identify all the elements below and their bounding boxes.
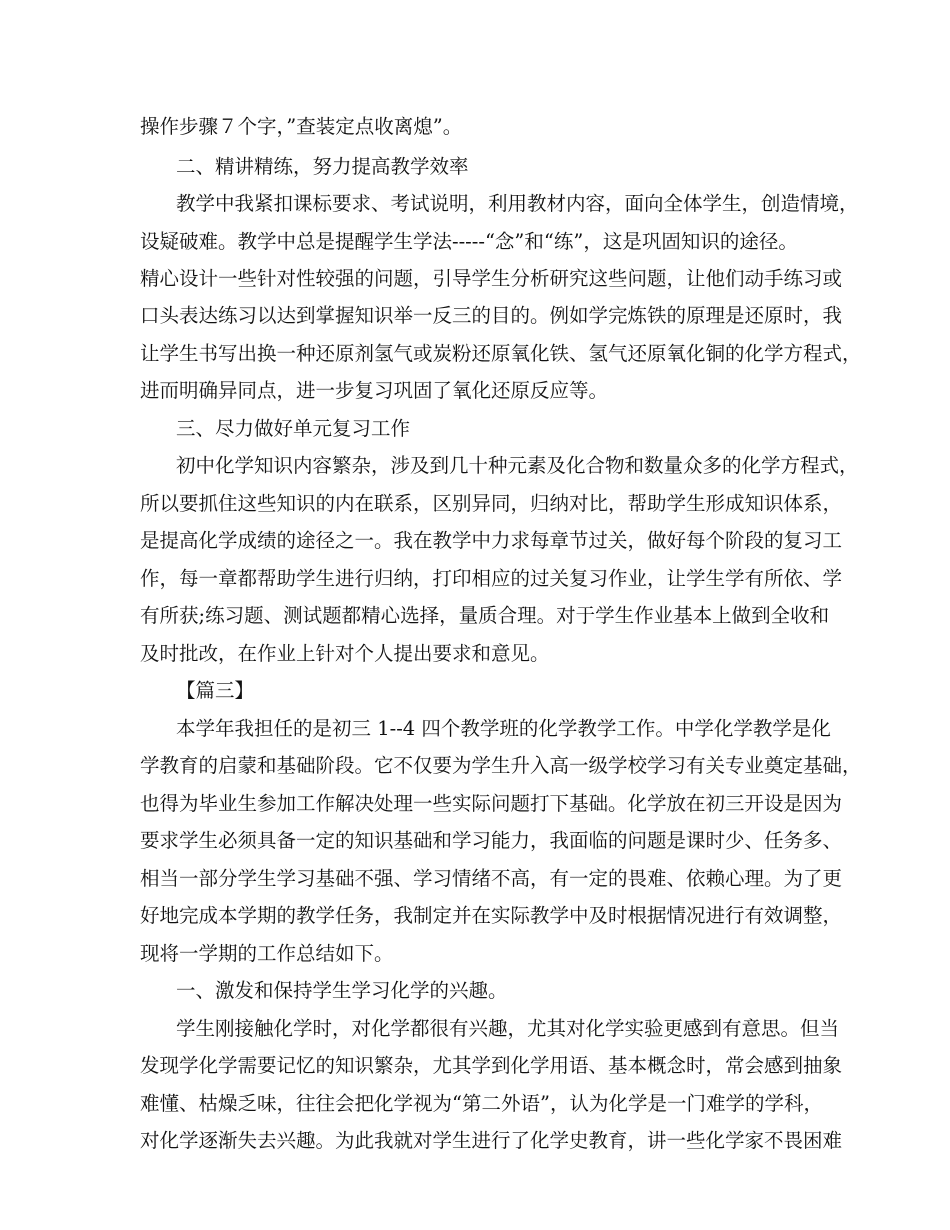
paragraph-line: 现将一学期的工作总结如下。	[140, 942, 394, 965]
paragraph-line: 也得为毕业生参加工作解决处理一些实际问题打下基础。化学放在初三开设是因为	[140, 792, 843, 815]
paragraph-line: 发现学化学需要记忆的知识繁杂，尤其学到化学用语、基本概念时，常会感到抽象	[140, 1054, 843, 1077]
paragraph-line: 学生刚接触化学时，对化学都很有兴趣，尤其对化学实验更感到有意思。但当	[176, 1017, 840, 1040]
text-line: 操作步骤７个字，”查装定点收离熄”。	[140, 115, 463, 138]
paragraph-line: 及时批改，在作业上针对个人提出要求和意见。	[140, 642, 550, 665]
paragraph-line: 好地完成本学期的教学任务，我制定并在实际教学中及时根据情况进行有效调整，	[140, 904, 843, 927]
paragraph-line: 口头表达练习以达到掌握知识举一反三的目的。例如学完炼铁的原理是还原时，我	[140, 304, 843, 327]
paragraph-line: 所以要抓住这些知识的内在联系，区别异同，归纳对比，帮助学生形成知识体系，	[140, 492, 843, 515]
paragraph-line: 初中化学知识内容繁杂，涉及到几十种元素及化合物和数量众多的化学方程式，	[176, 454, 859, 477]
paragraph-line: 教学中我紧扣课标要求、考试说明，利用教材内容，面向全体学生，创造情境，	[176, 192, 859, 215]
paragraph-line: 进而明确异同点，进一步复习巩固了氧化还原反应等。	[140, 379, 609, 402]
paragraph-line: 是提高化学成绩的途径之一。我在教学中力求每章节过关，做好每个阶段的复习工	[140, 529, 843, 552]
paragraph-line: 难懂、枯燥乏味，往往会把化学视为“第二外语”，认为化学是一门难学的学科，	[140, 1092, 823, 1115]
section-title: 【篇三】	[176, 679, 255, 702]
paragraph-line: 设疑破难。教学中总是提醒学生学法-----“念”和“练”，这是巩固知识的途径。	[140, 230, 798, 253]
paragraph-line: 有所获;练习题、测试题都精心选择，量质合理。对于学生作业基本上做到全收和	[140, 604, 830, 627]
paragraph-line: 相当一部分学生学习基础不强、学习情绪不高，有一定的畏难、依赖心理。为了更	[140, 867, 843, 890]
paragraph-line: 本学年我担任的是初三 1--4 四个教学班的化学教学工作。中学化学教学是化	[176, 717, 831, 740]
section-heading: 二、精讲精练，努力提高教学效率	[176, 155, 469, 178]
paragraph-line: 精心设计一些针对性较强的问题，引导学生分析研究这些问题，让他们动手练习或	[140, 267, 843, 290]
paragraph-line: 要求学生必须具备一定的知识基础和学习能力，我面临的问题是课时少、任务多、	[140, 829, 843, 852]
section-heading: 三、尽力做好单元复习工作	[176, 417, 411, 440]
paragraph-line: 让学生书写出换一种还原剂氢气或炭粉还原氧化铁、氢气还原氧化铜的化学方程式，	[140, 342, 862, 365]
paragraph-line: 作，每一章都帮助学生进行归纳，打印相应的过关复习作业，让学生学有所依、学	[140, 567, 843, 590]
section-heading: 一、激发和保持学生学习化学的兴趣。	[176, 979, 508, 1002]
paragraph-line: 对化学逐渐失去兴趣。为此我就对学生进行了化学史教育，讲一些化学家不畏困难	[140, 1129, 843, 1152]
paragraph-line: 学教育的启蒙和基础阶段。它不仅要为学生升入高一级学校学习有关专业奠定基础，	[140, 754, 862, 777]
